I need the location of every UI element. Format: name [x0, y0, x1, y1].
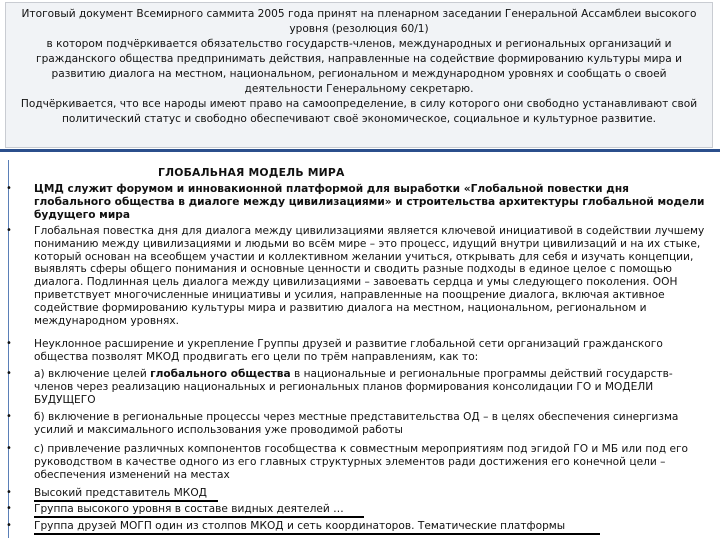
underline-bar	[34, 533, 600, 535]
header-box	[5, 2, 713, 148]
header-line-3: Подчёркивается, что все народы имеют право на самоопределение, в силу которого они свободно устанавливают свой политический статус и свободно обеспечивают своё экономическое, социальное и культурное развитие.	[20, 98, 698, 125]
list-item-text: ЦМД служит форумом и инновакионной платформой для выработки «Глобальной повестки дня глобального общества в диалоге между цивилизациями» и строительства архитектуры глобальной модели будущего мира	[34, 183, 705, 221]
list-item-text: Глобальная повестка дня для диалога между цивилизациями является ключевой инициативой в содействии лучшему пониманию между цивилизациями и людьми во всём мире – это процесс, идущий внутри цивилизаций и на их стыке, который основан на всеобщем участии и коллективном желании учиться, открывать для себя и изучать концепции, выявлять сферы общего понимания и основные ценности и сводить разные подходы в единое целое с помощью диалога. Подлинная цель диалога между цивилизациями – завоевать сердца и умы следующего поколения. ООН приветствует многочисленные инициативы и усилия, направленные на поощрение диалога, включая активное содействие формированию культуры мира и развитию диалога на местном, национальном, региональном и международном уровнях.	[34, 225, 705, 327]
list-item-text: Высокий представитель МКОД	[34, 487, 207, 499]
bullet-icon: •	[6, 338, 12, 349]
section-title: ГЛОБАЛЬНАЯ МОДЕЛЬ МИРА	[158, 166, 345, 179]
bullet-icon: •	[6, 411, 12, 422]
underline-bar	[34, 500, 218, 502]
underline-bar	[34, 516, 364, 518]
separator-line	[0, 149, 720, 152]
list-item-text-bold: глобального общества	[150, 368, 291, 380]
list-item-text-post: в национальные и региональные программы действий государств-членов через реализацию национальных и региональных планов формирования консолидации ГО и МОДЕЛИ БУДУЩЕГО	[34, 368, 673, 406]
bullet-icon: •	[6, 368, 12, 379]
list-item-text	[34, 368, 706, 406]
bullet-icon: •	[6, 443, 12, 454]
header-line-1: Итоговый документ Всемирного саммита 2005 года принят на пленарном заседании Генеральной Ассамблеи высокого уровня (резолюция 60/1)	[21, 8, 697, 35]
list-item-text-pre: а) включение целей	[34, 368, 151, 380]
list-item-text: б) включение в региональные процессы через местные представительства ОД – в целях обеспечения синергизма усилий и максимального использования уже проводимой работы	[34, 411, 679, 436]
bullet-icon: •	[6, 520, 12, 531]
list-item-text: с) привлечение различных компонентов гособщества к совместным мероприятиям под эгидой ГО и МБ или под его руководством в качестве одного из его главных структурных элементов ради достижения его конечной цели – обеспечения изменений на местах	[34, 443, 689, 481]
bullet-icon: •	[6, 503, 12, 514]
list-item-text: Группа друзей МОГП один из столпов МКОД и сеть координаторов. Тематические платформы	[34, 520, 566, 532]
bullet-icon: •	[6, 487, 12, 498]
header-line-2: в котором подчёркивается обязательство государств-членов, международных и региональных организаций и гражданского общества предпринимать действия, направленные на содействие формированию культуры мира и развитию диалога на местном, национальном, региональном и международном уровнях и сообщать о своей деятельности Генеральному секретарю.	[36, 38, 682, 95]
bullet-icon: •	[6, 225, 12, 236]
list-item-text: Неуклонное расширение и укрепление Группы друзей и развитие глобальной сети организаций гражданского общества позволят МКОД продвигать его цели по трём направлениям, как то:	[34, 338, 663, 363]
list-item-text: Группа высокого уровня в составе видных деятелей …	[34, 503, 344, 515]
bullet-icon: •	[6, 183, 12, 194]
